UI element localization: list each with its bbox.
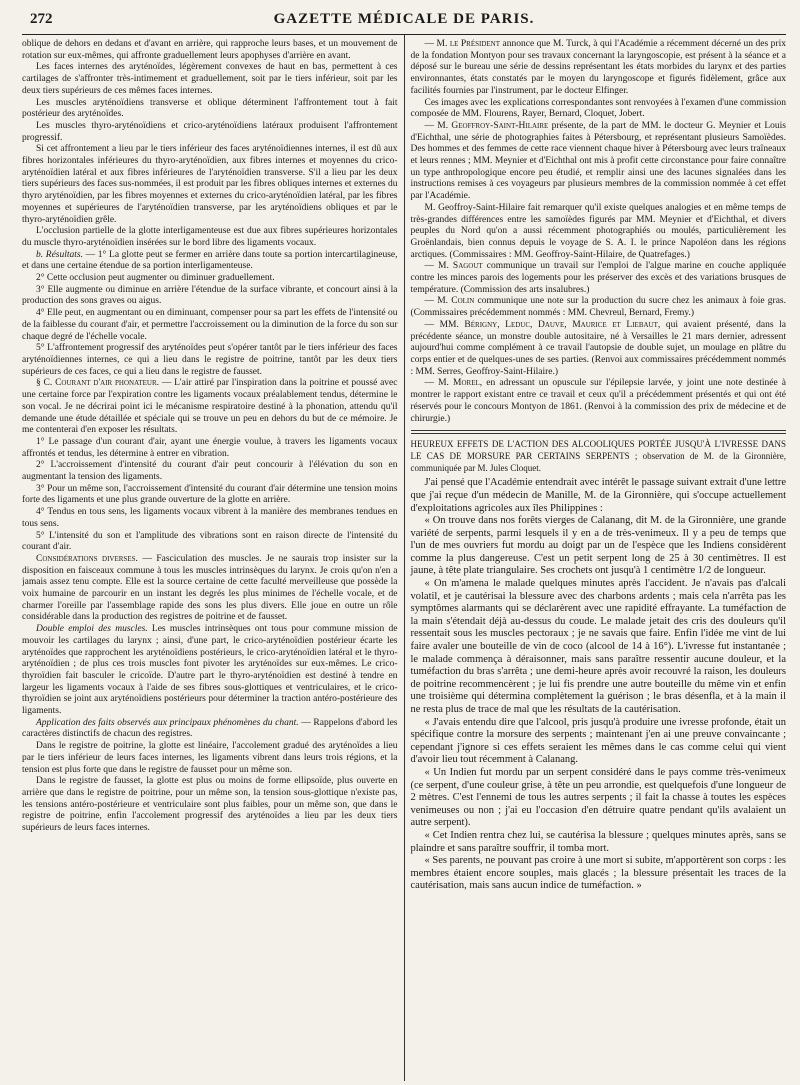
paragraph bbox=[411, 578, 787, 717]
paragraph-body: — 1° La glotte peut se fermer en arrière dans toute sa portion intercartilagineuse, et dans une certaine étendue de sa portion interligamenteuse. bbox=[22, 249, 398, 272]
journal-title: GAZETTE MÉDICALE DE PARIS. bbox=[273, 11, 535, 27]
paragraph bbox=[411, 515, 787, 578]
paragraph-body: — L'air attiré par l'inspiration dans la poitrine et poussé avec une certaine force par l'expiration contre les ligaments vocaux préalablement tendus, détermine le son vocal. Je ne décrirai point ici le mécanisme respiratoire destiné à la phonation, attendu qu'il demande une étude détaillée et spéciale qui se trouve un peu en dehors du but de ce mémoire. Je me contenterai d'en exposer les résultats. bbox=[22, 378, 398, 436]
paragraph bbox=[22, 343, 398, 378]
right-column bbox=[405, 35, 787, 1081]
paragraph bbox=[22, 98, 398, 121]
article-heading: HEUREUX EFFETS DE L'ACTION DES ALCOOLIQUES PORTÉE JUSQU'À L'IVRESSE DANS LE CAS DE MORSURE PAR CERTAINS SERPENTS bbox=[410, 439, 786, 461]
paragraph bbox=[22, 378, 398, 437]
paragraph-body: 2° Cette occlusion peut augmenter ou diminuer graduellement. bbox=[36, 273, 275, 284]
paragraph-lead: — M. le Président bbox=[424, 39, 501, 49]
paragraph bbox=[22, 484, 398, 507]
paragraph-body: Dans le registre de fausset, la glotte est plus ou moins de forme ellipsoïde, plus ouverte en arrière que dans le registre de poitrine, pour un même son, la tension sous-glottique n'existe pas, les tensions antéro-postérieure et ventriculaire sont plus faibles, pour un même son, que dans le registre de poitrine, enfin l'accolement progressif des aryténoïdes a lieu par les deux tiers supérieurs de leurs faces internes. bbox=[22, 776, 398, 834]
paragraph bbox=[411, 378, 787, 425]
paragraph-lead: — MM. Bérigny, Leduc, Dauve, Maurice et Liebaut, bbox=[424, 319, 661, 330]
paragraph-lead: § C. Courant d'air phonateur. bbox=[36, 378, 160, 389]
paragraph-body: 1° Le passage d'un courant d'air, ayant une énergie voulue, à travers les ligaments vocaux affrontés et tendus, les détermine à entrer en vibration. bbox=[22, 436, 398, 459]
paragraph bbox=[411, 121, 787, 203]
paragraph-body: « Ses parents, ne pouvant pas croire à une mort si subite, m'apportèrent son corps : les membres étaient encore souples, mais glacés ; la blessure présentait les traces de la cautérisation, mais sans aucun indice de tuméfaction. » bbox=[410, 855, 786, 892]
paragraph bbox=[411, 203, 787, 262]
paragraph-lead: — M. Colin bbox=[424, 296, 475, 307]
paragraph-body: Les muscles thyro-aryténoïdiens et crico-aryténoïdiens latéraux produisent l'affrontement progressif. bbox=[22, 120, 398, 143]
paragraph bbox=[411, 261, 787, 296]
paragraph-body: communique une note sur la production du sucre chez les animaux à foie gras. (Commissaires précédemment nommés : MM. Chevreul, Bernard, Fremy.) bbox=[410, 296, 786, 319]
page-header bbox=[22, 10, 786, 35]
paragraph-body: « On trouve dans nos forêts vierges de Calanang, dit M. de la Gironnière, une grande variété de serpents, parmi lesquels il y en a de très-venimeux. Il y a peu de temps que l'un de mes ouvriers fut mordu au doigt par un de l'espèce que les Indiens considèrent comme la plus dangereuse. C'est un petit serpent long de 25 à 30 centimètres. Il est jaune, à tête plate triangulaire. Ses crochets ont jusqu'à 1 centimètre 1/2 de longueur. bbox=[410, 515, 786, 577]
paragraph bbox=[22, 250, 398, 273]
article-title bbox=[411, 439, 787, 474]
paragraph-body: 4° Elle peut, en augmentant ou en diminuant, compenser pour sa part les effets de l'intensité ou de la faiblesse du courant d'air, et permettre l'accroissement ou la diminution de la force du son sur chaque degré de l'échelle vocale. bbox=[22, 308, 398, 342]
paragraph-body: Les muscles aryténoïdiens transverse et oblique déterminent l'affrontement tout à fait postérieur des aryténoïdes. bbox=[22, 97, 398, 120]
paragraph bbox=[22, 741, 398, 776]
paragraph-body: Ces images avec les explications correspondantes sont renvoyées à l'examen d'une commission composée de MM. Flourens, Rayer, Bernard, Cloquet, Jobert. bbox=[410, 97, 786, 120]
paragraph bbox=[22, 531, 398, 554]
paragraph bbox=[22, 437, 398, 460]
paragraph bbox=[22, 776, 398, 835]
paragraph-lead: — M. Sagout bbox=[424, 261, 483, 272]
article-separator bbox=[411, 430, 787, 434]
paragraph-lead: b. Résultats. bbox=[36, 249, 83, 260]
text-columns bbox=[22, 35, 786, 1081]
paragraph-body: J'ai pensé que l'Académie entendrait avec intérêt le passage suivant extrait d'une lettre que j'ai reçue d'un médecin de Manille, M. de la Gironnière, qui s'occupe actuellement d'exploitations agricoles aux îles Philippines : bbox=[410, 477, 786, 514]
paragraph bbox=[22, 308, 398, 343]
paragraph-body: M. Geoffroy-Saint-Hilaire fait remarquer qu'il existe quelques analogies et en même temps de très-grandes différences entre les samoïèdes figurés par MM. Meynier et d'Eichthal, et divers peuples du Nord qu'on a aussi récemment photographiés ou moulés, particulièrement les Groënlandais, bien connus depuis le voyage de S. A. I. le prince Napoléon dans les régions arctiques. (Commissaires : MM. Geoffroy-Saint-Hilaire, de Quatrefages.) bbox=[410, 202, 786, 260]
paragraph-body: présente, de la part de MM. le docteur G. Meynier et Louis d'Eichthal, une série de photographies faites à Pétersbourg, et représentant plusieurs Samoïèdes. Des hommes et des femmes de cette race viennent chaque hiver à Pétersbourg avec leurs traîneaux et leurs rennes ; MM. Meynier et d'Eichthal ont mis à profit cette circonstance pour faire connaître un type anthropologique encore peu étudié, et remplir ainsi une des lacunes signalées dans les instructions remises à ces voyageurs par plusieurs membres de la commission nommée à cet effet par l'Académie. bbox=[410, 120, 786, 202]
paragraph bbox=[22, 460, 398, 483]
paragraph-body: 4° Tendus en tous sens, les ligaments vocaux vibrent à la manière des membranes tendues en tous sens. bbox=[22, 507, 398, 529]
page-number: 272 bbox=[30, 11, 53, 27]
paragraph bbox=[411, 717, 787, 767]
paragraph-body: Les muscles intrinsèques ont tous pour commune mission de mouvoir les cartilages du larynx ; ainsi, d'une part, le crico-aryténoïdien postérieur écarte les aryténoïdes que rapprochent les aryténoïdiens postérieurs, le crico-aryténoïdien latéral et le thyro-aryténoïdien ; de plus ces trois muscles font pivoter les aryténoïdes sur eux-mêmes. Le crico-thyroïdien fait basculer le cricoïde. D'autre part le thyro-aryténoïdien est destiné à tendre en largeur les ligaments vocaux à l'aide de ses fibres sous-glottiques et ventriculaires, et le crico-thyroïdien se joint aux aryténoïdiens postérieurs pour déterminer la traction antéro-postérieure des ligaments. bbox=[22, 624, 398, 717]
paragraph-body: communique un travail sur l'emploi de l'algue marine en couche appliquée contre les minces parois des logements pour les préserver des excès et des variations brusques de température. (Commission des arts insalubres.) bbox=[410, 261, 786, 295]
paragraph-body: « J'avais entendu dire que l'alcool, pris jusqu'à produire une ivresse profonde, était un spécifique contre la morsure des serpents ; maintenant j'en ai une preuve convaincante ; cependant j'ignore si ces effets seraient les mêmes dans le cas comme celui qui vient d'avoir lieu tout récemment à Calanang. bbox=[410, 716, 786, 766]
paragraph-body: 2° L'accroissement d'intensité du courant d'air peut concourir à l'élévation du son en augmentant la tension des ligaments. bbox=[22, 460, 398, 483]
paragraph-body: en adressant un opuscule sur l'épilepsie larvée, y joint une note destinée à montrer le rapport existant entre ce travail et ceux qu'il a précédemment présentés et qui ont été réservés pour le concours Montyon de 1861. (Renvoi à la commission des prix de médecine et de chirurgie.) bbox=[410, 378, 786, 424]
paragraph bbox=[22, 39, 398, 62]
paragraph bbox=[411, 830, 787, 855]
paragraph-body: 5° L'intensité du son et l'amplitude des vibrations sont en raison directe de l'intensité du courant d'air. bbox=[22, 530, 398, 553]
paragraph bbox=[22, 507, 398, 530]
paragraph-body: Dans le registre de poitrine, la glotte est linéaire, l'accolement gradué des aryténoïdes a lieu par le tiers inférieur de leurs faces internes, les ligaments vibrent dans leurs trois régions, et la tension est plus forte que dans le registre de fausset pour un même son. bbox=[22, 741, 398, 775]
paragraph-lead: Double emploi des muscles. bbox=[36, 624, 148, 635]
paragraph bbox=[411, 39, 787, 98]
paragraph-lead: — M. Geoffroy-Saint-Hilaire bbox=[424, 120, 549, 131]
paragraph bbox=[22, 718, 398, 741]
paragraph bbox=[22, 554, 398, 624]
paragraph-body: 5° L'affrontement progressif des aryténoïdes peut s'opérer tantôt par le tiers inférieur des faces aryténoïdiennes internes, ce qui a lieu dans le registre de poitrine, tantôt par les deux tiers supérieurs de ces faces, ce qui a lieu dans le registre de fausset. bbox=[22, 343, 398, 377]
paragraph bbox=[411, 767, 787, 830]
paragraph bbox=[411, 296, 787, 319]
paragraph-body: Si cet affrontement a lieu par le tiers inférieur des faces aryténoïdiennes internes, il est dû aux fibres horizontales inférieures du thyro-aryténoïdien, aux fibres internes et moyennes du crico-aryténoïdien latéral et aux fibres inférieures de l'aryténoïdien transverse. S'il a lieu par les deux tiers supérieurs des faces sus-nommées, il est produit par les fibres obliques internes et externes du thyro aryténoïdien, par les fibres moyennes et externes du crico-aryténoïdien latéral, par les fibres moyennes et supérieures de l'aryténoïdien transverse, par les aryténoïdiens obliques et par le thyro-aryténoïdien grêle. bbox=[22, 144, 398, 225]
paragraph-body: — Fasciculation des muscles. Je ne saurais trop insister sur la disposition en faisceaux commune à tous les muscles intrinsèques du larynx. Je crois qu'on n'en a jamais assez tenu compte. Elle est la source certaine de cette faculté merveilleuse que possède la voix humaine de parcourir en un instant les degrés les plus minimes de l'échelle vocale, et de charmer l'oreille par l'assemblage rapide des sons les plus divers. Elle joue en outre un rôle considérable dans la production des registres de poitrine et de fausset. bbox=[22, 553, 398, 623]
paragraph-lead: — M. Morel, bbox=[424, 378, 483, 389]
paragraph-body: « Cet Indien rentra chez lui, se cautérisa la blessure ; quelques minutes après, sans se plaindre et sans paraître souffrir, il tomba mort. bbox=[410, 829, 786, 854]
paragraph bbox=[22, 121, 398, 144]
paragraph-lead: Considérations diverses. bbox=[36, 553, 138, 564]
paragraph bbox=[22, 624, 398, 718]
paragraph bbox=[22, 285, 398, 308]
paragraph-body: ; observation de M. de la Gironnière, communiquée par M. Jules Cloquet. bbox=[410, 450, 786, 473]
paragraph-body: Les faces internes des aryténoïdes, légèrement convexes de haut en bas, permettent à ces cartilages de s'affronter très-intimement et graduellement, soit par le tiers inférieur, soit par les deux tiers supérieurs de ces mêmes faces internes. bbox=[22, 62, 398, 96]
left-column bbox=[22, 35, 404, 1081]
paragraph-body: « On m'amena le malade quelques minutes après l'accident. Je n'avais pas d'alcali volatil, et je cautérisai la blessure avec des charbons ardents ; mais cela n'arrêta pas les symptômes alarmants qui se déclarèrent avec une rapidité effrayante. La tuméfaction de la main s'étendait déjà au-dessus du coude. Le malade jetait des cris des douleurs qu'il ressentait sous les muscles pectoraux ; je ne savais que faire. Enfin l'idée me vint de lui faire avaler une bouteille de vin de coco (alcool de 14 à 16°). L'ivresse fut instantanée ; le malade commença à déraisonner, mais sans paraître ressentir aucune douleur, et la tuméfaction du bras s'arrêta ; une demi-heure après avoir recouvré la raison, les douleurs de poitrine recommencèrent ; je lui fis prendre une autre bouteille du même vin et enfin une troisième qui détermina complètement la guérison ; le bras désenfla, et à la main il ne resta plus de trace de mal que les résultats de la cautérisation. bbox=[410, 578, 786, 715]
paragraph-body: « Un Indien fut mordu par un serpent considéré dans le pays comme très-venimeux (ce serpent, d'une couleur grise, à tête un peu arrondie, est quelquefois d'une longueur de 2 mètres. C'est l'ennemi de tous les autres serpents ; il fait la chasse à toutes les espèces venimeuses ou non ; j'ai eu l'occasion d'en détruire quatre pendant qu'ils avalaient un autre serpent). bbox=[410, 766, 786, 829]
paragraph bbox=[22, 273, 398, 285]
paragraph bbox=[411, 477, 787, 515]
paragraph-body: qui avaient présenté, dans la précédente séance, un monstre double autositaire, né à Versailles le 21 mars dernier, adressent aujourd'hui comme complément à ce travail l'autopsie de double sujet, un moulage en plâtre du corps entier et de quelques-unes de ses parties. (Renvoi aux commissaires précédemment nommés : MM. Serres, Geoffroy-Saint-Hilaire.) bbox=[410, 319, 786, 377]
paragraph-body: L'occlusion partielle de la glotte interligamenteuse est due aux fibres supérieures horizontales du muscle thyro-aryténoïdien insérées sur le bord libre des ligaments vocaux. bbox=[22, 226, 398, 248]
paragraph-body: 3° Pour un même son, l'accroissement d'intensité du courant d'air détermine une tension moins forte des ligaments et une plus grande ouverture de la glotte en arrière. bbox=[22, 483, 398, 506]
paragraph bbox=[22, 144, 398, 226]
paragraph-lead: Application des faits observés aux principaux phénomènes du chant. bbox=[36, 717, 299, 728]
paragraph-body: — Rappelons d'abord les caractères distinctifs de chacun des registres. bbox=[22, 717, 398, 740]
paragraph bbox=[22, 226, 398, 249]
paragraph bbox=[411, 98, 787, 121]
paragraph bbox=[411, 855, 787, 893]
paragraph bbox=[411, 320, 787, 379]
paragraph-body: oblique de dehors en dedans et d'avant en arrière, qui rapproche leurs bases, et un mouvement de rotation sur eux-mêmes, qui affronte graduellement leurs apophyses d'arrière en avant. bbox=[22, 39, 398, 61]
paragraph-body: annonce que M. Turck, à qui l'Académie a récemment décerné un des prix de la fondation Montyon pour ses travaux concernant la laryngoscopie, est présent à la séance et a déposé sur le bureau une série de dessins représentant les états morbides du larynx et des parties environnantes, états constatés par le moyen du laryngoscope et figurés fidèlement, grâce aux facilités fournies par l'instrument, par le docteur Elfinger. bbox=[410, 39, 786, 96]
paragraph bbox=[22, 62, 398, 97]
paragraph-body: 3° Elle augmente ou diminue en arrière l'étendue de la surface vibrante, et concourt ainsi à la production des sons graves ou aigus. bbox=[22, 284, 398, 307]
